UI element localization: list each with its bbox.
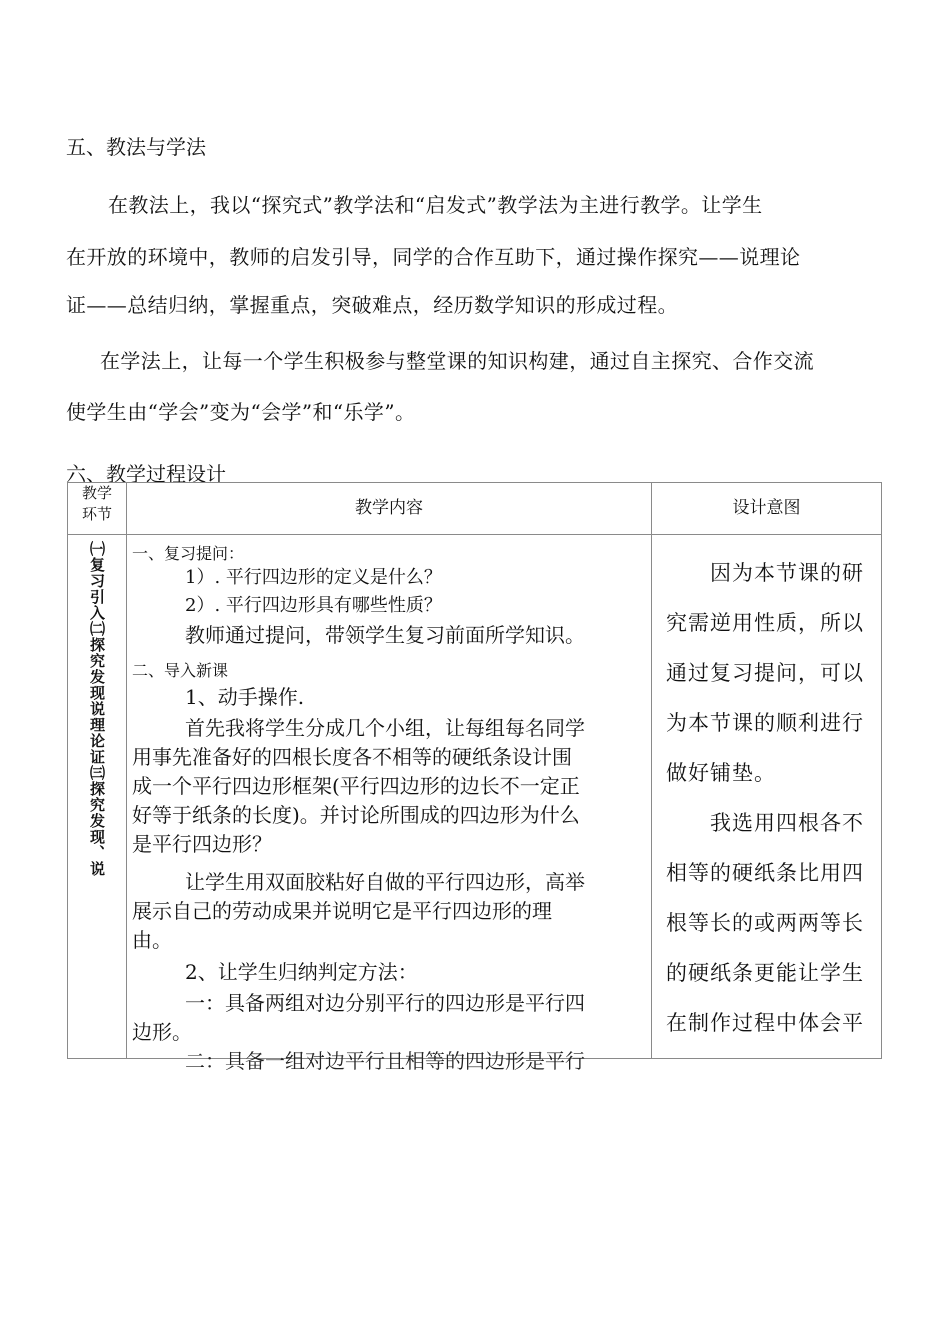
intent-line: 为本节课的顺利进行 xyxy=(666,711,864,735)
table-row xyxy=(68,535,882,1059)
intent-line: 相等的硬纸条比用四 xyxy=(666,861,864,885)
content-line: 1）. 平行四边形的定义是什么？ xyxy=(185,567,442,588)
header-content: 教学内容 xyxy=(127,483,652,535)
content-line: 一、复习提问： xyxy=(132,544,245,563)
header-intent: 设计意图 xyxy=(652,483,882,535)
stage-vertical-text: ㈠复习引入㈡探究发现说理论证㈢探究发现、说 xyxy=(88,541,106,877)
intent-line: 做好铺垫。 xyxy=(666,761,776,785)
teaching-method-line-3: 证——总结归纳，掌握重点，突破难点，经历数学知识的形成过程。 xyxy=(66,293,678,317)
content-line: 是平行四边形？ xyxy=(132,832,272,856)
content-line: 2、让学生归纳判定方法： xyxy=(185,960,418,984)
intent-line: 的硬纸条更能让学生 xyxy=(666,961,864,985)
section-5-heading: 五、教法与学法 xyxy=(66,135,206,159)
teaching-method-line-1: 在教法上，我以“探究式”教学法和“启发式”教学法为主进行教学。让学生 xyxy=(108,193,763,217)
content-line: 用事先准备好的四根长度各不相等的硬纸条设计围 xyxy=(132,745,572,769)
intent-line: 在制作过程中体会平 xyxy=(666,1011,864,1035)
content-line: 教师通过提问，带领学生复习前面所学知识。 xyxy=(185,623,585,647)
header-stage-line-1: 教学 xyxy=(81,484,112,502)
learning-method-line-1: 在学法上，让每一个学生积极参与整堂课的知识构建，通过自主探究、合作交流 xyxy=(100,349,814,373)
content-line: 一：具备两组对边分别平行的四边形是平行四 xyxy=(185,991,585,1015)
content-line: 好等于纸条的长度)。并讨论所围成的四边形为什么 xyxy=(132,803,580,827)
cut-off-text-line xyxy=(185,1049,635,1073)
content-line: 让学生用双面胶粘好自做的平行四边形，高举 xyxy=(185,870,585,894)
cut-off-text: 二：具备一组对边平行且相等的四边形是平行 xyxy=(185,1049,585,1073)
content-line: 由。 xyxy=(132,928,172,952)
content-line: 2）. 平行四边形具有哪些性质？ xyxy=(185,595,442,616)
intent-line: 究需逆用性质，所以 xyxy=(666,611,864,635)
stage-cell xyxy=(68,535,127,1059)
header-stage xyxy=(68,483,127,535)
intent-line: 因为本节课的研 xyxy=(710,561,864,585)
section-6-heading: 六、教学过程设计 xyxy=(66,462,226,486)
intent-line: 根等长的或两两等长 xyxy=(666,911,864,935)
content-line: 展示自己的劳动成果并说明它是平行四边形的理 xyxy=(132,899,552,923)
header-stage-line-2: 环节 xyxy=(81,505,112,523)
intent-cell xyxy=(652,535,882,1059)
intent-line: 我选用四根各不 xyxy=(710,811,864,835)
table-header-row xyxy=(68,483,882,535)
teaching-method-line-2: 在开放的环境中，教师的启发引导，同学的合作互助下，通过操作探究——说理论 xyxy=(66,245,801,269)
content-line: 成一个平行四边形框架(平行四边形的边长不一定正 xyxy=(132,774,580,798)
content-line: 1、动手操作. xyxy=(185,685,305,709)
content-line: 二、导入新课 xyxy=(132,661,229,680)
content-cell xyxy=(127,535,652,1059)
teaching-process-table xyxy=(67,482,882,1059)
learning-method-line-2: 使学生由“学会”变为“会学”和“乐学”。 xyxy=(66,400,416,424)
content-line: 首先我将学生分成几个小组，让每组每名同学 xyxy=(185,716,585,740)
intent-line: 通过复习提问，可以 xyxy=(666,661,864,685)
content-line: 边形。 xyxy=(132,1020,192,1044)
